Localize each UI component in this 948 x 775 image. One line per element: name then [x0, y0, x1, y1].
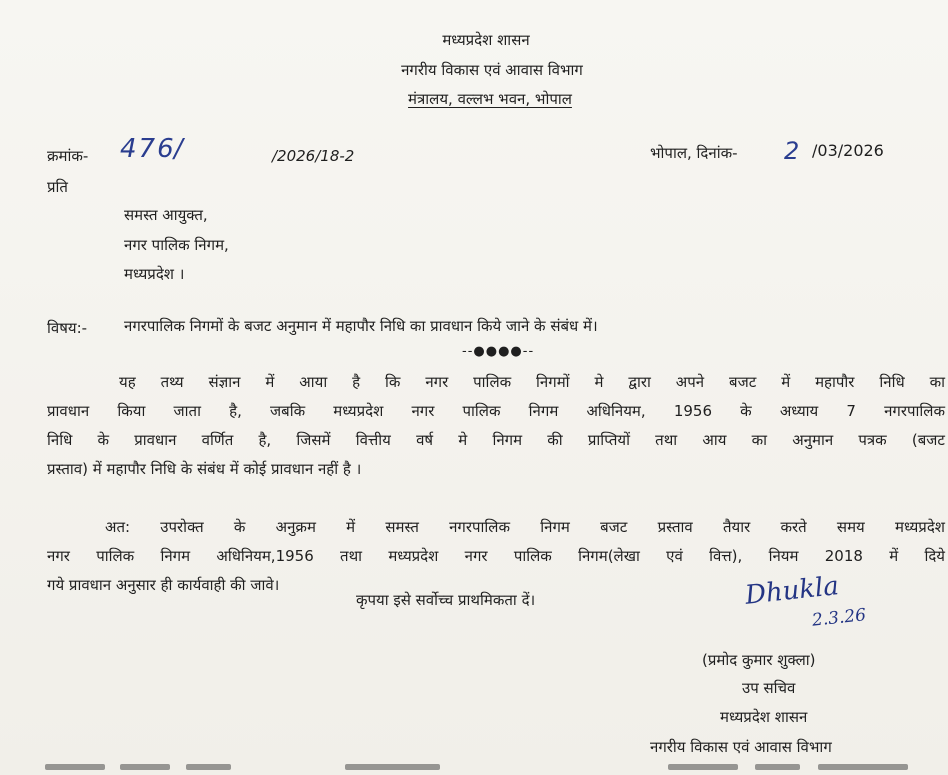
signatory-department: नगरीय विकास एवं आवास विभाग [650, 738, 832, 756]
addressee-line-3: मध्यप्रदेश । [124, 265, 185, 283]
signatory-name: (प्रमोद कुमार शुक्ला) [702, 651, 816, 669]
paragraph-line: प्रावधान किया जाता है, जबकि मध्यप्रदेश नगर पालिक निगम अधिनियम, 1956 के अध्याय 7 नगरपालिक [47, 402, 945, 420]
paragraph-line: गये प्रावधान अनुसार ही कार्यवाही की जावे। [47, 576, 280, 594]
paragraph-line: नगर पालिक निगम अधिनियम,1956 तथा मध्यप्रदेश नगर पालिक निगम(लेखा एवं वित्त), नियम 2018 में दिये [47, 547, 945, 565]
header-address: मंत्रालय, वल्लभ भवन, भोपाल [408, 90, 572, 108]
priority-note: कृपया इसे सर्वोच्च प्राथमिकता दें। [356, 591, 536, 609]
signatory-government: मध्यप्रदेश शासन [720, 708, 808, 726]
separator: --●●●●-- [462, 344, 535, 359]
paragraph-line: यह तथ्य संज्ञान में आया है कि नगर पालिक निगमों मे द्वारा अपने बजट में महापौर निधि का [119, 373, 945, 391]
addressee-line-1: समस्त आयुक्त, [124, 206, 208, 224]
handwritten-signature: Dhukla [743, 571, 841, 611]
signatory-designation: उप सचिव [742, 679, 796, 697]
month-year: /03/2026 [812, 141, 884, 160]
handwritten-day: 2 [784, 137, 800, 165]
handwritten-signature-date: 2.3.26 [811, 605, 867, 631]
header-department: नगरीय विकास एवं आवास विभाग [401, 61, 583, 79]
ref-handwritten-number: 476 [120, 134, 176, 164]
subject-label: विषय:- [47, 319, 88, 337]
place-date-label: भोपाल, दिनांक- [650, 144, 738, 162]
paragraph-line: निधि के प्रावधान वर्णित है, जिसमें वित्तीय वर्ष मे निगम की प्राप्तियों तथा आय का अनुमान पत्रक (बजट [47, 431, 945, 449]
ref-slash: / [174, 134, 185, 164]
paragraph-line: अत: उपरोक्त के अनुक्रम में समस्त नगरपालिक निगम बजट प्रस्ताव तैयार करते समय मध्यप्रदेश [105, 518, 945, 536]
paragraph-1 [47, 368, 945, 484]
cut-off-line [0, 764, 948, 775]
subject-text: नगरपालिक निगमों के बजट अनुमान में महापौर निधि का प्रावधान किये जाने के संबंध में। [124, 317, 598, 335]
ref-suffix: /2026/18-2 [272, 147, 355, 165]
addressee-line-2: नगर पालिक निगम, [124, 236, 229, 254]
prati: प्रति [47, 178, 68, 196]
header-government: मध्यप्रदेश शासन [442, 31, 530, 49]
paragraph-line: प्रस्ताव) में महापौर निधि के संबंध में कोई प्रावधान नहीं है । [47, 460, 362, 478]
ref-label: क्रमांक- [47, 147, 89, 165]
